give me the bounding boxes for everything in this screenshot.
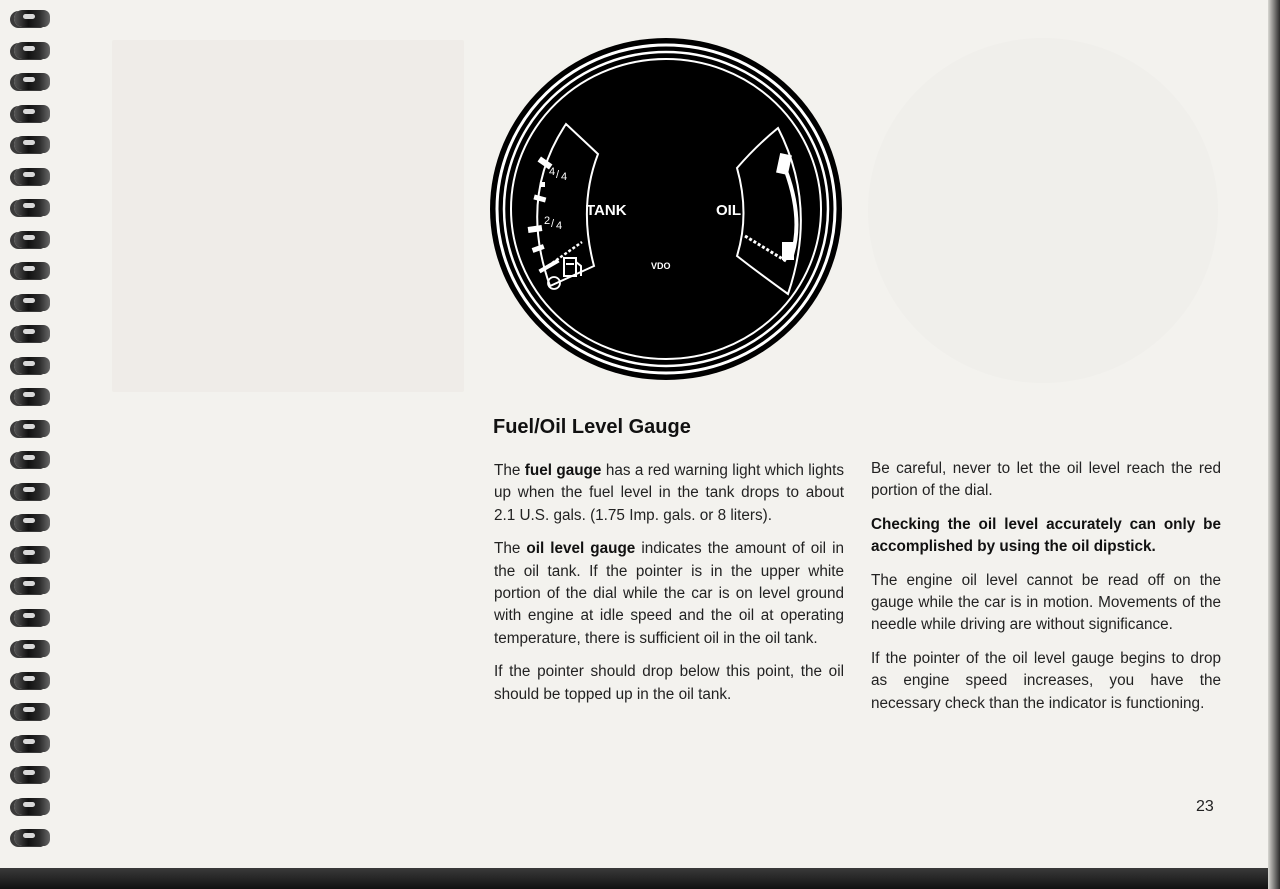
- section-title: Fuel/Oil Level Gauge: [493, 416, 691, 438]
- binding-ring: [14, 231, 50, 248]
- tank-label: TANK: [586, 202, 627, 219]
- oil-label: OIL: [716, 202, 741, 219]
- binding-ring: [14, 73, 50, 90]
- binding-ring: [14, 262, 50, 279]
- binding-ring: [14, 420, 50, 437]
- binding-ring: [14, 609, 50, 626]
- half-mark-numerator: 2: [544, 215, 551, 227]
- binding-ring: [14, 546, 50, 563]
- binding-ring: [14, 42, 50, 59]
- binding-ring: [14, 672, 50, 689]
- fuel-gauge-term: fuel gauge: [524, 462, 602, 479]
- motion-paragraph: The engine oil level cannot be read off on the gauge while the car is in motion. Movements of the needle while driving are without significance.: [871, 571, 1221, 634]
- binding-ring: [14, 294, 50, 311]
- fuel-gauge-paragraph: The fuel gauge has a red warning light which lights up when the fuel level in the tank drops to about 2.1 U.S. gals. (1.75 Imp. gals. or 8 liters).: [494, 462, 844, 524]
- binding-ring: [14, 798, 50, 815]
- binding-ring: [14, 483, 50, 500]
- binding-ring: [14, 766, 50, 783]
- binding-ring: [14, 577, 50, 594]
- half-mark-denominator: 4: [556, 220, 563, 232]
- full-mark-denominator: 4: [561, 171, 568, 183]
- binding-ring: [14, 640, 50, 657]
- oil-red-zone-mark: [782, 242, 794, 260]
- fuel-oil-gauge-illustration: [488, 36, 844, 382]
- show-through-left: [112, 40, 464, 392]
- right-text-column: [871, 458, 1221, 726]
- svg-text:/: /: [556, 169, 560, 181]
- binding-ring: [14, 136, 50, 153]
- binding-ring: [14, 703, 50, 720]
- page-bottom-shadow: [0, 868, 1280, 889]
- left-text-column: [494, 460, 844, 717]
- top-up-paragraph: If the pointer should drop below this point, the oil should be topped up in the oil tank.: [494, 663, 844, 703]
- spiral-binding: [0, 0, 58, 868]
- full-mark-numerator: 4: [549, 166, 556, 178]
- show-through-right: [868, 38, 1218, 383]
- binding-ring: [14, 514, 50, 531]
- binding-ring: [14, 357, 50, 374]
- binding-ring: [14, 325, 50, 342]
- svg-text:/: /: [551, 218, 555, 230]
- binding-ring: [14, 451, 50, 468]
- binding-ring: [14, 199, 50, 216]
- dipstick-note: Checking the oil level accurately can only be accomplished by using the oil dipstick.: [871, 515, 1221, 556]
- page-number: 23: [1196, 798, 1214, 815]
- engine-speed-paragraph: If the pointer of the oil level gauge begins to drop as engine speed increases, you have the necessary check than the indicator is functioning.: [871, 649, 1221, 712]
- binding-ring: [14, 10, 50, 27]
- oil-gauge-paragraph: The oil level gauge indicates the amount of oil in the oil tank. If the pointer is in the upper white portion of the dial while the car is on level ground with engine at idle speed and the oil at operating temperature, there is sufficient oil in the oil tank.: [494, 540, 844, 647]
- vdo-brand-logo: VDO: [651, 261, 671, 271]
- binding-ring: [14, 829, 50, 846]
- binding-ring: [14, 735, 50, 752]
- binding-ring: [14, 105, 50, 122]
- caution-paragraph: Be careful, never to let the oil level reach the red portion of the dial.: [871, 460, 1221, 500]
- page-right-edge: [1268, 0, 1280, 889]
- binding-ring: [14, 168, 50, 185]
- binding-ring: [14, 388, 50, 405]
- oil-level-gauge-term: oil level gauge: [526, 540, 636, 558]
